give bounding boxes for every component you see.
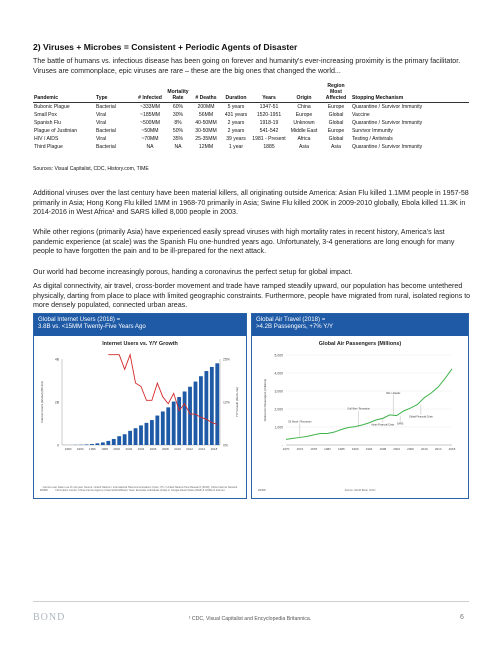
x-tick-label: 2014 xyxy=(434,447,442,451)
internet-users-bar xyxy=(172,402,176,445)
cell-duration: 5 years xyxy=(227,104,245,111)
cell-pandemic: Spanish Flu xyxy=(34,120,61,127)
table-row xyxy=(33,143,469,151)
footnote: ¹ CDC, Visual Capitalist and Encyclopedia Britannica. xyxy=(188,616,312,622)
internet-users-subheadline: 3.8B vs. <15MM Twenty-Five Years Ago xyxy=(38,323,146,331)
cell-mortality: 50% xyxy=(172,128,184,135)
cell-pandemic: Plague of Justinian xyxy=(34,128,78,135)
internet-users-bar xyxy=(177,397,181,445)
internet-users-bar xyxy=(85,444,89,445)
cell-mortality: 8% xyxy=(174,120,182,127)
footer-logo: BOND xyxy=(33,612,66,623)
cell-mortality: NA xyxy=(174,144,182,151)
cell-years: 1520-1951 xyxy=(256,112,282,119)
x-tick-label: 2006 xyxy=(149,447,157,451)
internet-users-bar xyxy=(194,382,198,445)
internet-users-bar xyxy=(106,441,110,445)
event-annotation: Oil Shock / Recession xyxy=(288,420,312,424)
air-travel-headline: Global Air Travel (2018) = xyxy=(256,316,326,323)
internet-users-bar xyxy=(166,407,170,445)
cell-deaths: 56MM xyxy=(198,112,214,119)
cell-years: 1885 xyxy=(263,144,275,151)
cell-years: 1981 - Present xyxy=(252,136,286,143)
internet-users-bar xyxy=(117,436,121,445)
cell-stopping: Quarantine / Survivor Immunity xyxy=(352,104,423,111)
internet-chart-title: Internet Users vs. Y/Y Growth xyxy=(102,341,178,347)
cell-infected: ~185MM xyxy=(140,112,160,119)
cell-deaths: 12MM xyxy=(198,144,214,151)
cell-mortality: 30% xyxy=(172,112,184,119)
air-travel-panel-header xyxy=(252,314,468,336)
table-row xyxy=(33,111,469,119)
internet-users-bar xyxy=(145,423,149,445)
col-years: Years xyxy=(251,84,287,103)
air-chart-footer xyxy=(258,489,462,492)
cell-region: Global xyxy=(328,120,344,127)
internet-users-bar xyxy=(199,376,203,445)
y-tick-label: 1,000 xyxy=(274,425,283,430)
cell-origin: Asia xyxy=(299,144,309,151)
paragraph-connectivity: As digital connectivity, air travel, cross-border movement and trade have ramped steadily upward, our population has become untethered physically, darting from place to place with limited geographic constraints. Furthermore, people have migrated from rural, isolated regions to more densely populated, connected urban areas. xyxy=(33,282,471,310)
x-tick-label: 2010 xyxy=(420,447,428,451)
internet-users-panel-header xyxy=(34,314,246,336)
internet-users-bar xyxy=(123,434,127,445)
x-tick-label: 1994 xyxy=(365,447,373,451)
cell-origin: Africa xyxy=(297,136,311,143)
cell-infected: ~500MM xyxy=(140,120,160,127)
cell-origin: Unknown xyxy=(293,120,315,127)
cell-region: Asia xyxy=(331,144,341,151)
event-annotation: Asian Financial Crisis xyxy=(371,423,395,427)
y-tick-label: 4,000 xyxy=(274,371,283,376)
cell-years: 541-542 xyxy=(259,128,279,135)
y-axis-title: Internet Users (Global) (Bil.Ind) xyxy=(40,381,44,423)
cell-type: Bacterial xyxy=(96,144,116,151)
air-chart-source: Source: World Bank, ICAO xyxy=(344,488,376,492)
internet-users-bar xyxy=(183,391,187,445)
y-tick-label: 3,000 xyxy=(274,389,283,394)
y-axis-title: Global Air Passengers (millions) xyxy=(263,378,267,422)
cell-type: Viral xyxy=(96,112,107,119)
cell-mortality: 60% xyxy=(172,104,184,111)
internet-users-bar xyxy=(128,431,132,445)
col-deaths: # Deaths xyxy=(191,84,221,103)
col-duration: Duration xyxy=(221,84,251,103)
section-heading: 2) Viruses + Microbes = Consistent + Periodic Agents of Disaster xyxy=(33,42,298,52)
x-tick-label: 1994 xyxy=(76,447,84,451)
cell-stopping: Quarantine / Survivor Immunity xyxy=(352,144,423,151)
internet-users-bar xyxy=(96,443,100,445)
cell-region: Europe xyxy=(327,104,345,111)
table-header-row xyxy=(33,84,469,103)
internet-chart-footer xyxy=(40,486,240,492)
internet-users-headline: Global Internet Users (2018) = xyxy=(38,316,121,323)
x-tick-label: 2018 xyxy=(448,447,456,451)
table-sources: Sources: Visual Capitalist, CDC, History.com, TIME xyxy=(33,166,149,172)
event-annotation: SARS xyxy=(396,422,404,426)
paragraph-spanish-flu: While other regions (primarily Asia) have experienced easily spread viruses with high mortality rates in recent history, America's last pandemic experience (at scale) was the Spanish Flu one-hundred years ago. Unfortunately, 3-4 generations are long enough for many people to have forgotten the pain and to be ill-prepared for the next attack. xyxy=(33,228,455,256)
table-row xyxy=(33,103,469,111)
page-number: 6 xyxy=(460,614,464,621)
internet-users-bar xyxy=(155,416,159,445)
col-infected: # Infected xyxy=(135,84,165,103)
internet-users-bar xyxy=(161,411,165,445)
cell-pandemic: HIV / AIDS xyxy=(34,136,59,143)
y-tick-label: 2B xyxy=(54,400,59,405)
cell-infected: ~333MM xyxy=(140,104,160,111)
internet-users-bar xyxy=(188,387,192,445)
internet-users-bar xyxy=(150,420,154,445)
y2-axis-title: Y/Y Growth (Red Line) xyxy=(235,386,239,418)
air-travel-subheadline: >4.2B Passengers, +7% Y/Y xyxy=(256,323,334,331)
col-stopping: Stopping Mechanism xyxy=(351,84,469,103)
internet-users-bar xyxy=(112,439,116,445)
internet-users-bar xyxy=(215,363,219,445)
y-tick-label: 2,000 xyxy=(274,407,283,412)
cell-region: Global xyxy=(328,136,344,143)
air-passengers-line xyxy=(286,369,452,440)
x-tick-label: 1990 xyxy=(64,447,72,451)
table-body xyxy=(33,103,469,151)
cell-type: Bacterial xyxy=(96,128,116,135)
x-tick-label: 2006 xyxy=(407,447,414,451)
x-tick-label: 2000 xyxy=(113,447,121,451)
internet-users-bar xyxy=(210,367,214,445)
x-tick-label: 1990 xyxy=(351,447,359,451)
cell-duration: 2 years xyxy=(227,120,245,127)
col-region: Region Most Affected xyxy=(321,84,351,103)
pandemics-table xyxy=(33,84,469,151)
paragraph-porous-world: Our world had become increasingly porous, handing a coronavirus the perfect setup for global impact. xyxy=(33,268,353,276)
cell-pandemic: Third Plague xyxy=(34,144,63,151)
cell-stopping: Testing / Antivirals xyxy=(352,136,393,143)
cell-deaths: 40-50MM xyxy=(195,120,217,127)
cell-deaths: 200MM xyxy=(197,104,215,111)
cell-duration: 2 years xyxy=(227,128,245,135)
y-tick-label: 5,000 xyxy=(274,353,283,358)
internet-users-panel xyxy=(33,313,247,499)
col-pandemic: Pandemic xyxy=(33,84,95,103)
cell-origin: Middle East xyxy=(290,128,318,135)
cell-years: 1347-51 xyxy=(259,104,279,111)
y2-tick-label: 0% xyxy=(223,443,228,448)
table-row xyxy=(33,119,469,127)
footer-divider xyxy=(33,601,469,602)
col-type: Type xyxy=(95,84,135,103)
cell-pandemic: Small Pox xyxy=(34,112,57,119)
y-tick-label: 4B xyxy=(54,357,59,362)
cell-origin: Europe xyxy=(295,112,313,119)
air-chart-title: Global Air Passengers (Millions) xyxy=(318,341,402,347)
x-tick-label: 2012 xyxy=(186,447,193,451)
internet-users-bar xyxy=(134,428,138,445)
col-origin: Origin xyxy=(287,84,321,103)
cell-mortality: 35% xyxy=(172,136,184,143)
cell-infected: ~70MM xyxy=(141,136,159,143)
table-row xyxy=(33,127,469,135)
air-passengers-chart xyxy=(252,349,468,461)
cell-stopping: Quarantine / Survivor Immunity xyxy=(352,120,423,127)
internet-users-chart xyxy=(34,349,246,461)
event-annotation: Global Financial Crisis xyxy=(408,415,433,419)
cell-region: Europe xyxy=(327,128,345,135)
intro-paragraph: The battle of humans vs. infectious disease has been going on forever and humanity's ever-increasing proximity is the primary facilitator. Viruses are commonplace, epic viruses are rare – these are the big ones that changed the world... xyxy=(33,57,461,75)
cell-stopping: Survivor Immunity xyxy=(352,128,393,135)
x-tick-label: 1970 xyxy=(282,447,290,451)
internet-users-bar xyxy=(90,444,94,445)
x-tick-label: 1996 xyxy=(89,447,96,451)
internet-chart-logo: BOND xyxy=(40,488,48,492)
internet-chart-source: Internet user data is as of mid-year. Source: United Nations / International Telecommunications Union, ITU / United Nations Pew Research (2018), China Internet Network Information Center, China Internet Agency (InternetWorldStats). Note: Excludes individuals (India) in Google-Reach Data (2018) & GSMA & Internet xyxy=(42,485,238,492)
internet-users-bar xyxy=(139,425,143,445)
y2-tick-label: 12% xyxy=(223,400,230,405)
cell-origin: China xyxy=(297,104,311,111)
x-tick-label: 1978 xyxy=(310,447,318,451)
x-tick-label: 1974 xyxy=(296,447,304,451)
event-annotation: 9/11 / Attacks xyxy=(386,391,401,395)
cell-deaths: 30-50MM xyxy=(195,128,217,135)
cell-pandemic: Bubonic Plague xyxy=(34,104,70,111)
table-row xyxy=(33,135,469,143)
x-tick-label: 2002 xyxy=(393,447,401,451)
event-annotation: Gulf War / Recession xyxy=(347,407,370,411)
x-tick-label: 1998 xyxy=(379,447,387,451)
x-tick-label: 2018 xyxy=(210,447,218,451)
col-mortality: Mortality Rate xyxy=(165,84,191,103)
x-tick-label: 2004 xyxy=(137,447,145,451)
cell-type: Viral xyxy=(96,120,107,127)
x-tick-label: 2010 xyxy=(174,447,181,451)
cell-duration: 39 years xyxy=(226,136,246,143)
air-chart-logo: BOND xyxy=(258,488,266,492)
cell-infected: ~50MM xyxy=(141,128,159,135)
x-tick-label: 1986 xyxy=(337,447,345,451)
air-travel-panel xyxy=(251,313,469,499)
cell-type: Bacterial xyxy=(96,104,116,111)
y2-tick-label: 25% xyxy=(223,357,230,362)
internet-users-bar xyxy=(204,371,208,445)
y-tick-label: 0 xyxy=(57,443,59,448)
cell-deaths: 25-35MM xyxy=(195,136,217,143)
x-tick-label: 2008 xyxy=(161,447,169,451)
y-tick-label: - xyxy=(281,443,283,448)
cell-duration: 431 years xyxy=(224,112,248,119)
cell-years: 1918-19 xyxy=(259,120,279,127)
x-tick-label: 1998 xyxy=(101,447,108,451)
cell-duration: 1 year xyxy=(228,144,244,151)
x-tick-label: 2014 xyxy=(198,447,206,451)
x-tick-label: 2002 xyxy=(125,447,133,451)
cell-infected: NA xyxy=(146,144,154,151)
cell-type: Viral xyxy=(96,136,107,143)
paragraph-viruses-century: Additional viruses over the last century have been material killers, all originating outside America: Asian Flu killed 1.1MM people in 1957-58 primarily in Asia; Hong Kong Flu killed 1MM in 1968-70 primarily in Asia; Swine Flu killed 200K in 2009-2010 globally, Ebola killed 11.3K in 2014-2016 in West Africa¹ and SARS killed 8,000 people in 2003. xyxy=(33,189,469,217)
cell-stopping: Vaccine xyxy=(352,112,370,119)
internet-users-bar xyxy=(101,442,105,445)
x-tick-label: 1982 xyxy=(324,447,331,451)
cell-region: Global xyxy=(328,112,344,119)
